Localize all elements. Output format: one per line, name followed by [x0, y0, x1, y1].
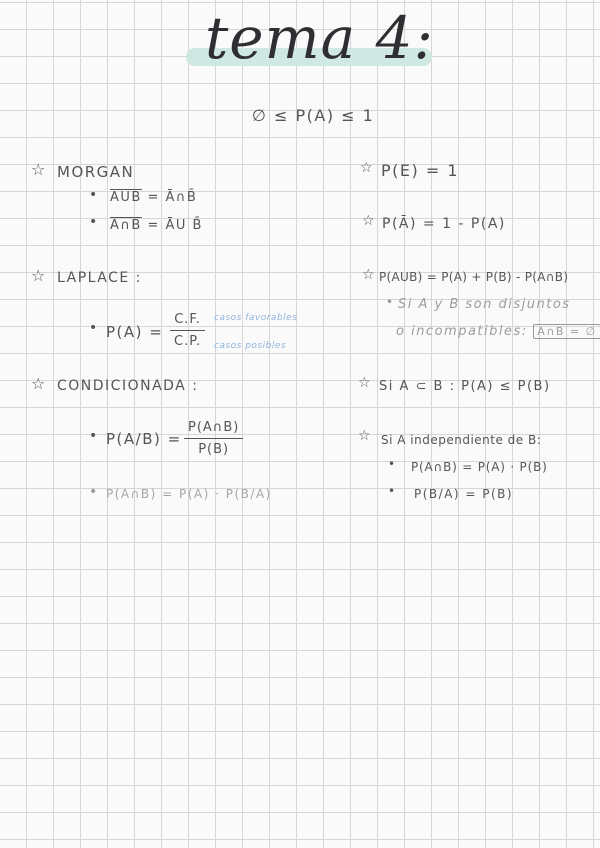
star-icon: ☆ [360, 160, 373, 176]
bullet-icon: • [89, 320, 98, 336]
disjoint-line-1: Si A y B son disjuntos [398, 297, 571, 312]
disjoint-text: o incompatibles: [396, 324, 528, 339]
condicionada-numerator: P(A∩B) [188, 420, 240, 435]
note-casos-posibles: casos posibles [214, 341, 287, 351]
bullet-icon: • [89, 484, 98, 500]
laplace-heading: LAPLACE : [57, 270, 142, 286]
independent-rule-1: P(A∩B) = P(A) · P(B) [411, 460, 548, 474]
axiom: ∅ ≤ P(A) ≤ 1 [252, 106, 375, 125]
independent-heading: Si A independiente de B: [381, 433, 542, 447]
star-icon: ☆ [31, 266, 46, 285]
condicionada-fraction [184, 420, 243, 457]
complement-rule: P(Ā) = 1 - P(A) [382, 216, 506, 232]
laplace-fraction [170, 312, 205, 349]
star-icon: ☆ [358, 375, 371, 391]
morgan-law-2 [110, 218, 203, 233]
star-icon: ☆ [31, 374, 46, 393]
star-icon: ☆ [31, 160, 46, 179]
morgan-law-2-lhs: A∩B [110, 218, 142, 233]
independent-rule-2: P(B/A) = P(B) [414, 487, 514, 501]
condicionada-heading: CONDICIONADA : [57, 378, 199, 394]
note-casos-favorables: casos favorables [214, 313, 298, 323]
union-rule: P(AUB) = P(A) + P(B) - P(A∩B) [379, 270, 569, 284]
bullet-icon: • [89, 428, 98, 444]
bullet-icon: • [89, 214, 98, 230]
disjoint-box: A∩B = ∅ [533, 324, 600, 339]
subset-rule: Si A ⊂ B : P(A) ≤ P(B) [379, 379, 551, 394]
bullet-icon: • [388, 484, 396, 498]
condicionada-lhs: P(A/B) = [106, 430, 182, 448]
morgan-law-2-rhs: = ĀU B̄ [147, 218, 203, 233]
fraction-bar [184, 438, 243, 439]
bullet-icon: • [386, 295, 394, 309]
condicionada-derived: P(A∩B) = P(A) · P(B/A) [106, 487, 272, 501]
morgan-heading: MORGAN [57, 163, 135, 181]
fraction-bar [170, 330, 205, 331]
bullet-icon: • [89, 187, 98, 203]
page-title: tema 4: [205, 4, 435, 72]
laplace-denominator: C.P. [174, 334, 202, 349]
certain-event: P(E) = 1 [381, 161, 459, 180]
laplace-lhs: P(A) = [106, 323, 164, 341]
star-icon: ☆ [362, 267, 375, 283]
star-icon: ☆ [362, 213, 375, 229]
laplace-numerator: C.F. [174, 312, 201, 327]
morgan-law-1 [110, 190, 197, 205]
disjoint-line-2 [396, 324, 600, 339]
bullet-icon: • [388, 457, 396, 471]
condicionada-denominator: P(B) [198, 442, 230, 457]
morgan-law-1-lhs: $\overline{AUB}$ [110, 190, 142, 205]
star-icon: ☆ [358, 428, 371, 444]
morgan-law-1-rhs: = Ā∩B̄ [147, 190, 198, 205]
